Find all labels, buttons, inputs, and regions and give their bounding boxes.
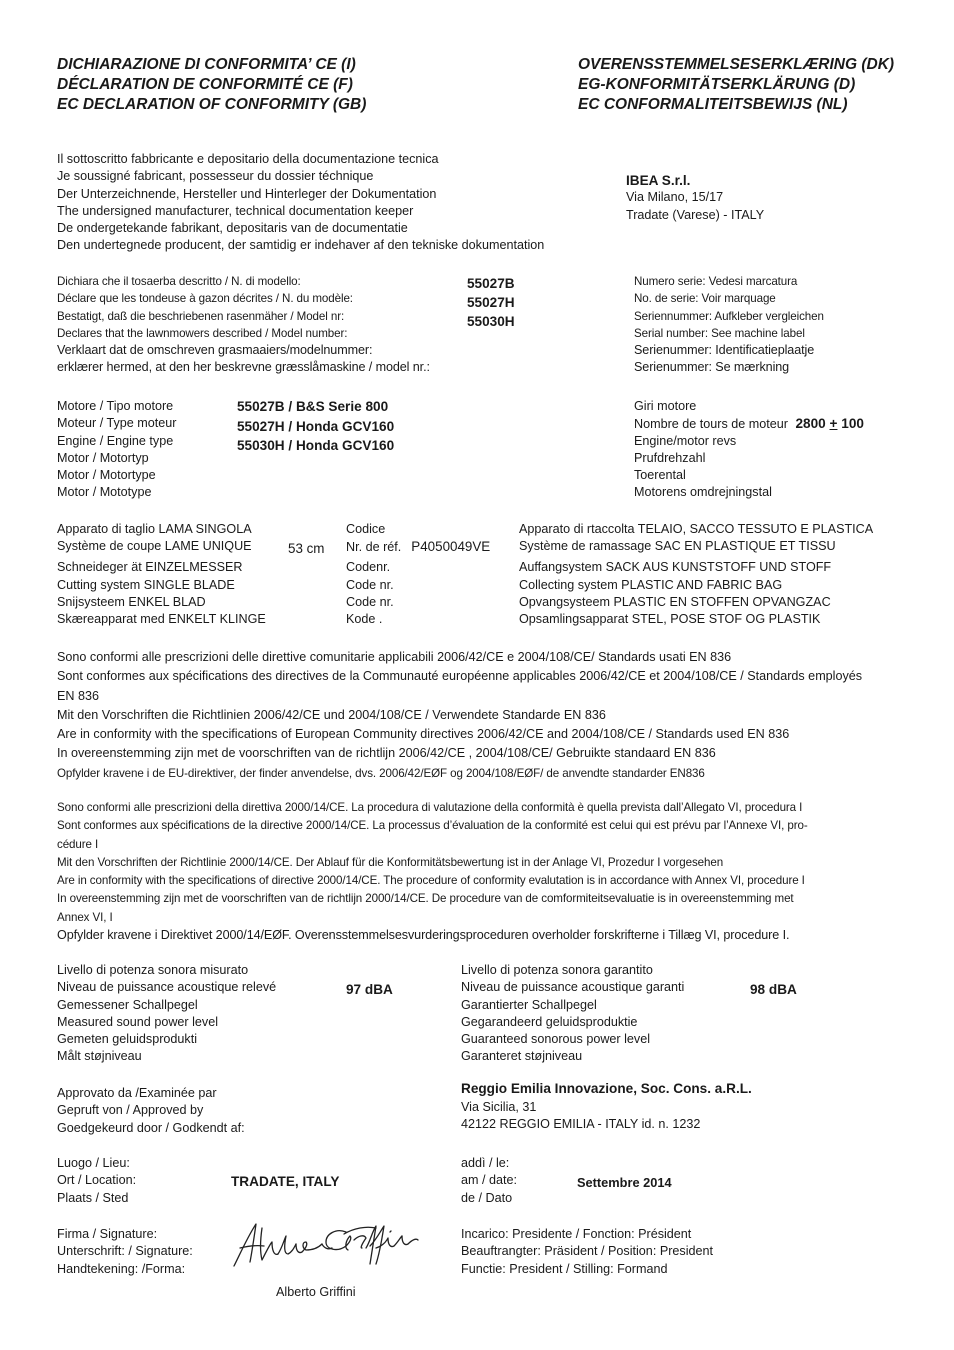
- measured-labels: [57, 962, 276, 1066]
- rpm-labels: [634, 398, 864, 502]
- guaranteed-label: Gegarandeerd geluidsproduktie: [461, 1014, 638, 1029]
- engine-label: Motor / Motortype: [57, 468, 156, 483]
- code-label: Code nr.: [346, 577, 394, 592]
- serial-label: Seriennummer: Aufkleber vergleichen: [634, 309, 824, 323]
- model-label: erklærer hermed, at den her beskrevne græsslåmaskine / model nr.:: [57, 360, 430, 375]
- directive-line: Opfylder kravene i de EU-direktiver, der finder anvendelse, dvs. 2006/42/EØF og 2004/108/EØF/ de anvendte standarder EN836: [57, 766, 705, 780]
- code-label: Code nr.: [346, 594, 394, 609]
- engine-value: 55027B / B&S Serie 800: [237, 399, 389, 414]
- notified-body-address1: Via Sicilia, 31: [461, 1100, 537, 1114]
- serial-label: Serienummer: Identificatieplaatje: [634, 343, 815, 358]
- rpm-tolerance: 100: [841, 416, 864, 432]
- code-value: P4050049VE: [411, 539, 491, 555]
- rpm-row: [634, 415, 864, 432]
- place-value: TRADATE, ITALY: [231, 1174, 340, 1189]
- measured-label: Niveau de puissance acoustique relevé: [57, 980, 277, 995]
- collecting-label: Système de ramassage SAC EN PLASTIQUE ET TISSU: [519, 539, 836, 554]
- rpm-label: Nombre de tours de moteur: [634, 417, 788, 432]
- model-label: Déclare que les tondeuse à gazon décrites / N. du modèle:: [57, 292, 353, 306]
- serial-label: Serienummer: Se mærkning: [634, 360, 790, 375]
- serial-label: No. de serie: Voir marquage: [634, 292, 776, 306]
- directive-line: In overeenstemming zijn met de voorschriften van de richtlijn 2000/14/CE. De procedure van de comformiteitsevaluatie is in overeenstemming met: [57, 892, 794, 906]
- date-value: Settembre 2014: [577, 1175, 672, 1190]
- position-label: Beauftrangter: Präsident / Position: President: [461, 1244, 714, 1259]
- collecting-label: Collecting system PLASTIC AND FABRIC BAG: [519, 577, 783, 592]
- cutting-label: Cutting system SINGLE BLADE: [57, 577, 235, 592]
- intro-line: Il sottoscritto fabbricante e depositario della documentazione tecnica: [57, 152, 439, 166]
- intro-line: Der Unterzeichnende, Hersteller und Hinterleger der Dokumentation: [57, 186, 437, 201]
- directive-line: Sont conformes aux spécifications des directives de la Communauté européenne applicables 2006/42/CE et 2004/108/CE / Standards employés: [57, 669, 863, 684]
- cutting-label: Snijsysteem ENKEL BLAD: [57, 594, 206, 609]
- code-label: Nr. de réf.: [346, 540, 402, 555]
- rpm-label: Toerental: [634, 468, 686, 483]
- guaranteed-label: Garantierter Schallpegel: [461, 997, 597, 1012]
- approved-label: Approvato da /Examinée par: [57, 1086, 217, 1100]
- signature-label: Firma / Signature:: [57, 1227, 158, 1241]
- date-label: de / Dato: [461, 1190, 513, 1205]
- rpm-label: Giri motore: [634, 399, 697, 413]
- guaranteed-value: 98 dBA: [750, 982, 797, 997]
- directives-para2: [57, 799, 808, 945]
- date-label: am / date:: [461, 1173, 518, 1188]
- notified-body-address2: 42122 REGGIO EMILIA - ITALY id. n. 1232: [461, 1117, 701, 1132]
- engine-label: Engine / Engine type: [57, 433, 174, 448]
- cutting-label: Système de coupe LAME UNIQUE: [57, 539, 252, 554]
- intro-line: The undersigned manufacturer, technical documentation keeper: [57, 203, 414, 218]
- rpm-base: 2800: [795, 416, 826, 432]
- model-labels: [57, 273, 430, 377]
- signature-label: Handtekening: /Forma:: [57, 1261, 186, 1276]
- engine-label: Motor / Mototype: [57, 485, 152, 500]
- serial-labels: [634, 273, 824, 377]
- guaranteed-label: Garanteret støjniveau: [461, 1049, 583, 1064]
- notified-body-name: Reggio Emilia Innovazione, Soc. Cons. a.R.L.: [461, 1081, 752, 1096]
- title-it: DICHIARAZIONE DI CONFORMITA’ CE (I): [57, 56, 356, 73]
- title-nl: EC CONFORMALITEITSBEWIJS (NL): [578, 96, 848, 113]
- directive-line: Annex VI, I: [57, 910, 113, 924]
- company-name: IBEA S.r.l.: [626, 173, 691, 188]
- directive-line: Opfylder kravene i Direktivet 2000/14/EØF. Overensstemmelsesvurderingsproceduren overholder forskrifterne i Tillæg VI, procedure I.: [57, 928, 790, 943]
- collecting-label: Opsamlingsapparat STEL, POSE STOF OG PLASTIK: [519, 612, 821, 627]
- rpm-value: [796, 416, 864, 431]
- company-address2: Tradate (Varese) - ITALY: [626, 207, 765, 222]
- rpm-label: Engine/motor revs: [634, 433, 737, 448]
- rpm-label: Prufdrehzahl: [634, 450, 706, 465]
- approved-label: Goedgekeurd door / Godkendt af:: [57, 1120, 245, 1135]
- code-label: Codice: [346, 522, 386, 536]
- place-labels: [57, 1155, 136, 1207]
- guaranteed-label: Guaranteed sonorous power level: [461, 1032, 651, 1047]
- serial-label: Serial number: See machine label: [634, 326, 805, 340]
- rpm-tolerance-sign: +: [829, 416, 838, 432]
- model-label: Declares that the lawnmowers described / Model number:: [57, 326, 348, 340]
- titles-right: [578, 55, 894, 115]
- measured-label: Gemessener Schallpegel: [57, 997, 198, 1012]
- cutting-label: Apparato di taglio LAMA SINGOLA: [57, 522, 252, 536]
- collecting-label: Auffangsystem SACK AUS KUNSTSTOFF UND STOFF: [519, 560, 832, 575]
- place-label: Ort / Location:: [57, 1173, 137, 1188]
- measured-label: Målt støjniveau: [57, 1049, 142, 1064]
- guaranteed-label: Livello di potenza sonora garantito: [461, 963, 653, 977]
- directive-line: Mit den Vorschriften der Richtlinie 2000/14/CE. Der Ablauf für die Konformitätsbewertung ist in der Anlage VI, Prozedur I vorgesehen: [57, 855, 724, 869]
- guaranteed-label: Niveau de puissance acoustique garanti: [461, 980, 685, 995]
- directive-line: Are in conformity with the specifications of directive 2000/14/CE. The procedure of conformity evalutation is in accordance with Annex VI, procedure I: [57, 874, 805, 888]
- directive-line: EN 836: [57, 688, 100, 703]
- place-label: Plaats / Sted: [57, 1190, 129, 1205]
- company-address1: Via Milano, 15/17: [626, 190, 724, 205]
- cutting-label: Skæreapparat med ENKELT KLINGE: [57, 612, 266, 627]
- directive-line: cédure I: [57, 837, 99, 851]
- cutting-label: Schneideger ät EINZELMESSER: [57, 560, 243, 575]
- model-number: 55027H: [467, 295, 515, 310]
- directive-line: Sono conformi alle prescrizioni delle direttive comunitarie applicabili 2006/42/CE e 2004/108/CE/ Standards usati EN 836: [57, 650, 732, 664]
- model-label: Bestatigt, daß die beschriebenen rasenmäher / Model nr:: [57, 309, 345, 323]
- handwritten-signature: [226, 1218, 426, 1274]
- directives-para1: [57, 649, 862, 784]
- engine-value: 55030H / Honda GCV160: [237, 438, 395, 453]
- directive-line: In overeenstemming zijn met de voorschriften van de richtlijn 2006/42/CE , 2004/108/CE/ Gebruikte standaard EN 836: [57, 746, 716, 761]
- model-label: Dichiara che il tosaerba descritto / N. di modello:: [57, 275, 301, 288]
- engine-values: [237, 398, 394, 457]
- code-label: Kode .: [346, 612, 383, 627]
- collecting-labels: [519, 521, 873, 628]
- company-block: [626, 172, 764, 224]
- directive-line: Are in conformity with the specifications of European Community directives 2006/42/CE and 2004/108/CE / Standards used EN 836: [57, 727, 790, 742]
- intro-line: De ondergetekande fabrikant, depositaris van de documentatie: [57, 221, 408, 236]
- date-labels: [461, 1155, 517, 1207]
- position-label: Incarico: Presidente / Fonction: Président: [461, 1227, 692, 1241]
- directive-line: Sono conformi alle prescrizioni della direttiva 2000/14/CE. La procedura di valutazione della conformità è quella prevista dall’Allegato VI, procedura I: [57, 801, 803, 814]
- title-fr: DÉCLARATION DE CONFORMITÉ CE (F): [57, 76, 353, 93]
- model-numbers: [467, 275, 515, 332]
- approved-label: Gepruft von / Approved by: [57, 1103, 204, 1118]
- collecting-label: Opvangsysteem PLASTIC EN STOFFEN OPVANGZAC: [519, 594, 831, 609]
- engine-label: Motor / Motortyp: [57, 450, 149, 465]
- rpm-label: Motorens omdrejningstal: [634, 485, 772, 500]
- intro-line: Den undertegnede producent, der samtidig er indehaver af den tekniske dokumentation: [57, 238, 545, 253]
- measured-label: Livello di potenza sonora misurato: [57, 963, 249, 977]
- cutting-labels: [57, 521, 266, 628]
- approved-labels: [57, 1085, 245, 1137]
- code-row: [346, 538, 490, 559]
- model-number: 55030H: [467, 314, 515, 329]
- intro-line: Je soussigné fabricant, possesseur du dossier téchnique: [57, 169, 374, 184]
- title-dk: OVERENSSTEMMELSESERKLÆRING (DK): [578, 56, 895, 73]
- signatory-name: Alberto Griffini: [276, 1285, 356, 1299]
- code-labels: [346, 521, 490, 628]
- serial-label: Numero serie: Vedesi marcatura: [634, 275, 798, 288]
- model-label: Verklaart dat de omschreven grasmaaiers/modelnummer:: [57, 343, 373, 358]
- engine-value: 55027H / Honda GCV160: [237, 418, 395, 434]
- signature-label: Unterschrift: / Signature:: [57, 1244, 193, 1259]
- date-label: addì / le:: [461, 1156, 510, 1170]
- cutting-width: 53 cm: [288, 541, 325, 556]
- manufacturer-intro: [57, 151, 544, 255]
- notified-body: [461, 1080, 752, 1134]
- title-gb: EC DECLARATION OF CONFORMITY (GB): [57, 96, 367, 113]
- title-de: EG-KONFORMITÄTSERKLÄRUNG (D): [578, 76, 856, 93]
- signature-labels: [57, 1226, 193, 1278]
- place-label: Luogo / Lieu:: [57, 1156, 130, 1170]
- measured-label: Gemeten geluidsprodukti: [57, 1032, 198, 1047]
- code-label: Codenr.: [346, 560, 391, 575]
- directive-line: Sont conformes aux spécifications de la directive 2000/14/CE. La processus d’évaluation de la conformité est celui qui est prévu par l’Annexe VI, pro-: [57, 819, 808, 833]
- guaranteed-labels: [461, 962, 684, 1066]
- engine-label: Moteur / Type moteur: [57, 416, 177, 431]
- measured-label: Measured sound power level: [57, 1014, 219, 1029]
- directive-line: Mit den Vorschriften die Richtlinien 2006/42/CE und 2004/108/CE / Verwendete Standarde EN 836: [57, 707, 606, 722]
- measured-value: 97 dBA: [346, 982, 393, 997]
- collecting-label: Apparato di rtaccolta TELAIO, SACCO TESSUTO E PLASTICA: [519, 522, 874, 536]
- engine-label: Motore / Tipo motore: [57, 399, 174, 413]
- model-number: 55027B: [467, 276, 515, 291]
- position-label: Functie: President / Stilling: Formand: [461, 1261, 668, 1276]
- engine-labels: [57, 398, 176, 502]
- titles-left: [57, 55, 366, 115]
- position-labels: [461, 1226, 713, 1278]
